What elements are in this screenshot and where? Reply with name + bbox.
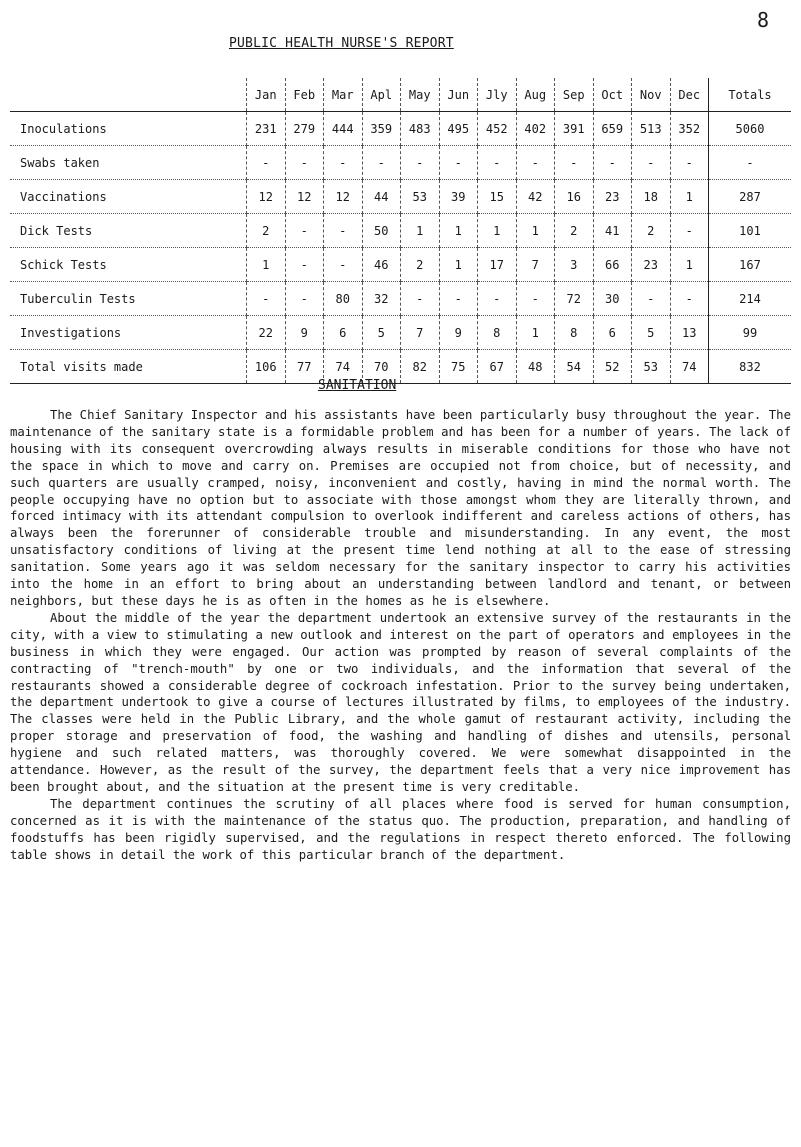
month-value-cell: 2 — [401, 248, 440, 282]
month-value-cell: - — [401, 146, 440, 180]
sanitation-heading: SANITATION — [318, 378, 397, 393]
month-value-cell: 48 — [516, 350, 555, 384]
month-value-cell: 359 — [362, 112, 401, 146]
month-value-cell: 52 — [593, 350, 632, 384]
table-row — [10, 282, 791, 316]
month-value-cell: 44 — [362, 180, 401, 214]
month-value-cell: - — [516, 146, 555, 180]
month-value-cell: 1 — [439, 248, 478, 282]
month-value-cell: - — [632, 282, 671, 316]
month-value-cell: 67 — [478, 350, 517, 384]
row-label: Vaccinations — [10, 180, 247, 214]
month-value-cell: 74 — [670, 350, 709, 384]
month-value-cell: 41 — [593, 214, 632, 248]
month-value-cell: 8 — [555, 316, 594, 350]
month-value-cell: - — [670, 282, 709, 316]
month-header: Feb — [285, 78, 324, 112]
row-label: Dick Tests — [10, 214, 247, 248]
month-value-cell: 13 — [670, 316, 709, 350]
month-header: May — [401, 78, 440, 112]
row-total-cell: - — [709, 146, 792, 180]
month-value-cell: 54 — [555, 350, 594, 384]
month-value-cell: 80 — [324, 282, 363, 316]
month-value-cell: 1 — [516, 214, 555, 248]
month-header: Apl — [362, 78, 401, 112]
month-header: Sep — [555, 78, 594, 112]
month-value-cell: 16 — [555, 180, 594, 214]
row-label: Total visits made — [10, 350, 247, 384]
month-value-cell: 2 — [632, 214, 671, 248]
month-value-cell: 391 — [555, 112, 594, 146]
month-value-cell: 82 — [401, 350, 440, 384]
month-value-cell: 8 — [478, 316, 517, 350]
row-label: Inoculations — [10, 112, 247, 146]
month-value-cell: 22 — [247, 316, 286, 350]
month-value-cell: - — [593, 146, 632, 180]
sanitation-paragraph: About the middle of the year the department undertook an extensive survey of the restaurants in the city, with a view to stimulating a new outlook and interest on the part of operators and employees in the business in which they were engaged. Our action was prompted by reason of several complaints of the contracting of "trench-mouth" by one or two individuals, and the information that several of the restaurants showed a considerable degree of cockroach infestation. Prior to the survey being undertaken, the department undertook to give a course of lectures illustrated by films, to employees of the industry. The classes were held in the Public Library, and the whole gamut of restaurant activity, including the proper storage and preservation of food, the washing and handling of dishes and utensils, personal hygiene and such related matters, was thoroughly covered. We were somewhat disappointed in the attendance. However, as the result of the survey, the department feels that a very nice improvement has been brought about, and the situation at the present time is very creditable. — [10, 610, 791, 794]
month-value-cell: 17 — [478, 248, 517, 282]
month-value-cell: 53 — [632, 350, 671, 384]
month-value-cell: 1 — [401, 214, 440, 248]
monthly-statistics-table — [10, 78, 791, 384]
month-value-cell: - — [478, 146, 517, 180]
month-value-cell: 1 — [439, 214, 478, 248]
month-value-cell: - — [324, 214, 363, 248]
month-value-cell: - — [516, 282, 555, 316]
month-value-cell: - — [670, 214, 709, 248]
month-header: Oct — [593, 78, 632, 112]
month-value-cell: 1 — [247, 248, 286, 282]
row-total-cell: 214 — [709, 282, 792, 316]
month-value-cell: 1 — [478, 214, 517, 248]
month-header: Aug — [516, 78, 555, 112]
month-value-cell: 74 — [324, 350, 363, 384]
month-value-cell: 6 — [324, 316, 363, 350]
sanitation-paragraph: The Chief Sanitary Inspector and his assistants have been particularly busy throughout the year. The maintenance of the sanitary state is a formidable problem and has been for a number of years. The lack of housing with its consequent overcrowding always results in miserable conditions for those who have not the space in which to move and carry on. Premises are occupied not from choice, but of necessity, and such quarters are usually cramped, noisy, inconvenient and costly, having in mind the normal worth. The people occupying have no option but to associate with those amongst whom they are literally thrown, and forced intimacy with its attendant compulsion to overlook indifferent and careless actions of others, has always been the forerunner of considerable trouble and misunderstanding. In any event, the most unsatisfactory conditions of living at the present time lend nothing at all to the ease of stressing sanitation. Some years ago it was seldom necessary for the sanitary inspector to carry his activities into the home in an effort to bring about an understanding between landlord and tenant, or between neighbors, but these days he is as often in the homes as he is elsewhere. — [10, 408, 791, 608]
month-value-cell: 279 — [285, 112, 324, 146]
row-total-cell: 101 — [709, 214, 792, 248]
month-value-cell: 513 — [632, 112, 671, 146]
table-row — [10, 350, 791, 384]
row-label: Schick Tests — [10, 248, 247, 282]
month-value-cell: - — [285, 214, 324, 248]
month-header: Jly — [478, 78, 517, 112]
month-value-cell: 5 — [362, 316, 401, 350]
month-value-cell: 15 — [478, 180, 517, 214]
month-header: Jun — [439, 78, 478, 112]
month-value-cell: 66 — [593, 248, 632, 282]
month-value-cell: 2 — [555, 214, 594, 248]
table-corner-cell — [10, 78, 247, 112]
month-value-cell: 402 — [516, 112, 555, 146]
month-value-cell: 53 — [401, 180, 440, 214]
month-value-cell: 106 — [247, 350, 286, 384]
row-label: Swabs taken — [10, 146, 247, 180]
row-total-cell: 287 — [709, 180, 792, 214]
month-value-cell: 7 — [516, 248, 555, 282]
month-value-cell: 483 — [401, 112, 440, 146]
month-value-cell: - — [285, 282, 324, 316]
month-value-cell: 6 — [593, 316, 632, 350]
table-row — [10, 112, 791, 146]
month-value-cell: - — [439, 146, 478, 180]
month-value-cell: 3 — [555, 248, 594, 282]
row-total-cell: 5060 — [709, 112, 792, 146]
month-value-cell: 50 — [362, 214, 401, 248]
row-total-cell: 99 — [709, 316, 792, 350]
month-value-cell: 659 — [593, 112, 632, 146]
month-value-cell: 12 — [285, 180, 324, 214]
month-value-cell: 75 — [439, 350, 478, 384]
month-value-cell: - — [247, 282, 286, 316]
sanitation-body — [10, 407, 791, 863]
month-value-cell: 77 — [285, 350, 324, 384]
month-value-cell: - — [401, 282, 440, 316]
month-value-cell: 18 — [632, 180, 671, 214]
totals-header: Totals — [709, 78, 792, 112]
month-header: Dec — [670, 78, 709, 112]
month-header: Jan — [247, 78, 286, 112]
month-value-cell: - — [632, 146, 671, 180]
month-value-cell: 23 — [593, 180, 632, 214]
page-number: 8 — [757, 8, 770, 32]
month-value-cell: 1 — [670, 248, 709, 282]
table-row — [10, 214, 791, 248]
month-header: Nov — [632, 78, 671, 112]
row-label: Investigations — [10, 316, 247, 350]
month-value-cell: 46 — [362, 248, 401, 282]
month-value-cell: 9 — [439, 316, 478, 350]
month-value-cell: 5 — [632, 316, 671, 350]
month-value-cell: 30 — [593, 282, 632, 316]
month-value-cell: 12 — [247, 180, 286, 214]
month-value-cell: 7 — [401, 316, 440, 350]
table-row — [10, 248, 791, 282]
table-row — [10, 180, 791, 214]
month-value-cell: - — [324, 248, 363, 282]
month-value-cell: - — [285, 146, 324, 180]
month-value-cell: 452 — [478, 112, 517, 146]
month-value-cell: 9 — [285, 316, 324, 350]
month-value-cell: 2 — [247, 214, 286, 248]
row-label: Tuberculin Tests — [10, 282, 247, 316]
month-value-cell: 32 — [362, 282, 401, 316]
month-value-cell: 23 — [632, 248, 671, 282]
page-title: PUBLIC HEALTH NURSE'S REPORT — [229, 36, 454, 51]
table-row — [10, 316, 791, 350]
month-value-cell: - — [362, 146, 401, 180]
month-value-cell: 352 — [670, 112, 709, 146]
month-value-cell: - — [555, 146, 594, 180]
month-value-cell: 444 — [324, 112, 363, 146]
month-value-cell: 72 — [555, 282, 594, 316]
row-total-cell: 167 — [709, 248, 792, 282]
month-value-cell: 495 — [439, 112, 478, 146]
sanitation-paragraph: The department continues the scrutiny of all places where food is served for human consumption, concerned as it is with the maintenance of the status quo. The production, preparation, and handling of foodstuffs has been rigidly supervised, and the regulations in respect thereto enforced. The following table shows in detail the work of this particular branch of the department. — [10, 796, 791, 862]
month-value-cell: 1 — [670, 180, 709, 214]
month-value-cell: 42 — [516, 180, 555, 214]
month-value-cell: 231 — [247, 112, 286, 146]
month-value-cell: 70 — [362, 350, 401, 384]
month-value-cell: - — [247, 146, 286, 180]
month-value-cell: - — [324, 146, 363, 180]
month-header: Mar — [324, 78, 363, 112]
month-value-cell: - — [285, 248, 324, 282]
month-value-cell: - — [439, 282, 478, 316]
table-row — [10, 146, 791, 180]
month-value-cell: 1 — [516, 316, 555, 350]
month-value-cell: 39 — [439, 180, 478, 214]
table-header-row — [10, 78, 791, 112]
row-total-cell: 832 — [709, 350, 792, 384]
month-value-cell: - — [478, 282, 517, 316]
month-value-cell: - — [670, 146, 709, 180]
month-value-cell: 12 — [324, 180, 363, 214]
